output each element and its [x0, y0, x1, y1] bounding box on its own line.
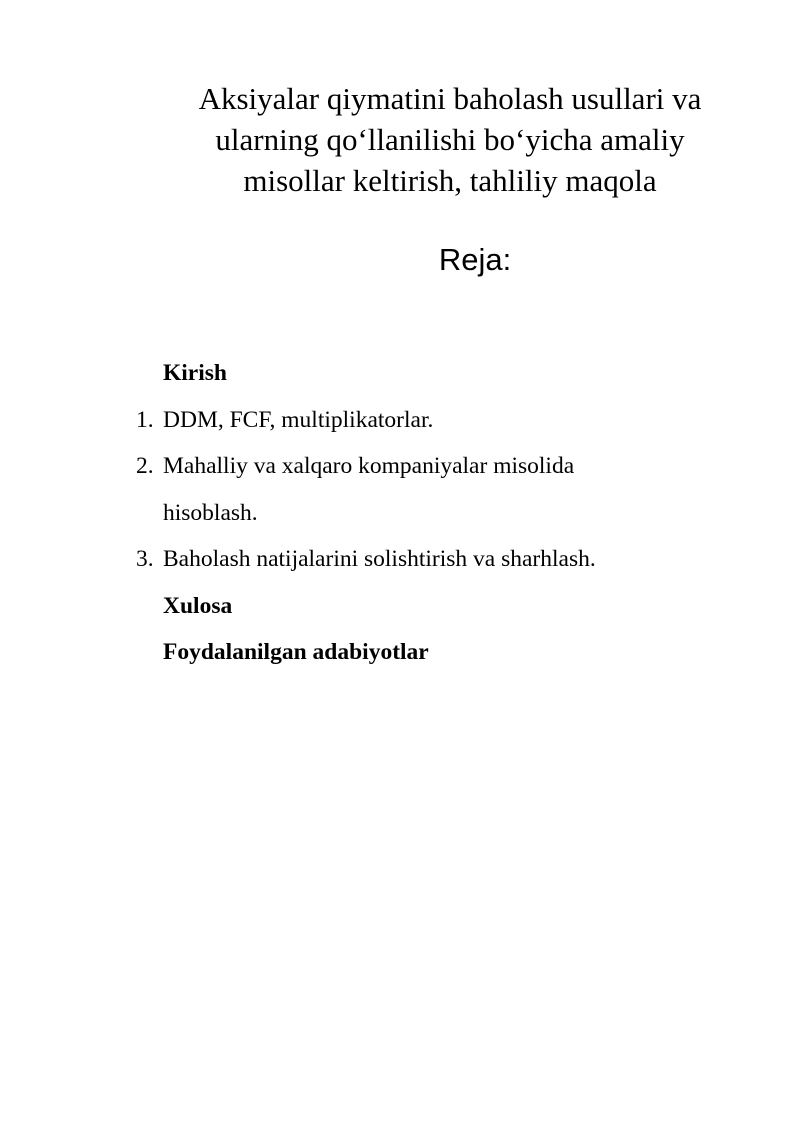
plan-list [0, 350, 800, 676]
plan-item-text-continued: hisoblash. [163, 499, 258, 526]
plan-item-3 [0, 536, 800, 583]
plan-conclusion-row [0, 583, 800, 630]
document-title [150, 78, 750, 201]
plan-item-text: Baholash natijalarini solishtirish va sharhlash. [163, 546, 596, 572]
plan-references: Foydalanilgan adabiyotlar [163, 639, 429, 665]
plan-item-text: Mahalliy va xalqaro kompaniyalar misolida [163, 453, 575, 479]
plan-item-1 [0, 397, 800, 444]
title-line-2: ularning qo‘llanilishi bo‘yicha amaliy [215, 122, 685, 157]
plan-item-number: 2. [136, 453, 154, 479]
plan-intro: Kirish [163, 360, 227, 386]
plan-item-2-continuation [0, 490, 800, 537]
plan-heading: Reja: [438, 242, 512, 277]
title-line-3: misollar keltirish, tahliliy maqola [243, 163, 657, 198]
plan-conclusion: Xulosa [163, 592, 233, 619]
plan-item-number: 3. [136, 546, 154, 572]
title-line-1: Aksiyalar qiymatini baholash usullari va [198, 81, 702, 116]
plan-item-2 [0, 443, 800, 490]
plan-item-number: 1. [136, 406, 154, 433]
plan-references-row [0, 629, 800, 676]
plan-item-text: DDM, FCF, multiplikatorlar. [163, 406, 434, 433]
plan-intro-row [0, 350, 800, 397]
